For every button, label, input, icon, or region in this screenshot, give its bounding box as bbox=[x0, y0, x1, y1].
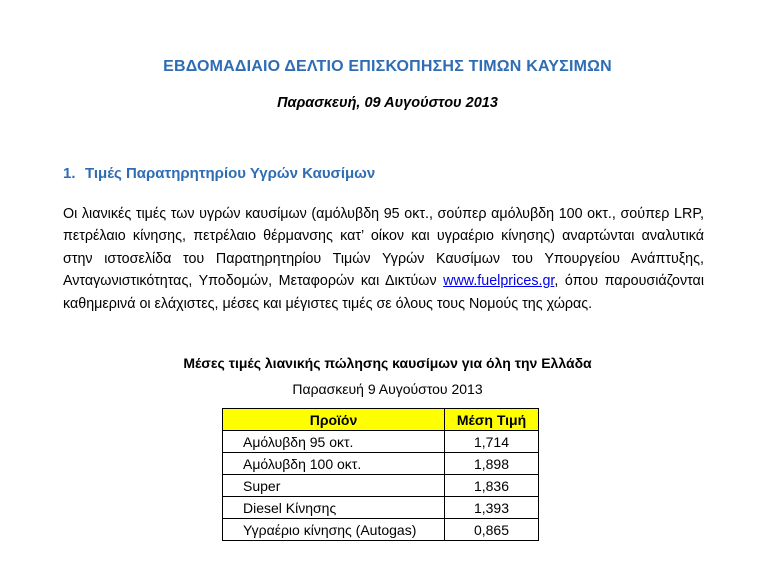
table-row bbox=[223, 431, 539, 453]
product-name: Υγραέριο κίνησης (Autogas) bbox=[223, 519, 445, 541]
section-number: 1. bbox=[63, 165, 76, 182]
table-subtitle: Παρασκευή 9 Αυγούστου 2013 bbox=[292, 381, 483, 397]
product-price: 1,836 bbox=[445, 475, 539, 497]
document-title: ΕΒΔΟΜΑΔΙΑΙΟ ΔΕΛΤΙΟ ΕΠΙΣΚΟΠΗΣΗΣ ΤΙΜΩΝ ΚΑΥΣΙΜΩΝ bbox=[163, 58, 612, 75]
section-heading bbox=[63, 165, 375, 182]
section-heading-text: Τιμές Παρατηρητηρίου Υγρών Καυσίμων bbox=[85, 165, 376, 182]
table-row bbox=[223, 497, 539, 519]
section-paragraph bbox=[63, 203, 704, 315]
document-date: Παρασκευή, 09 Αυγούστου 2013 bbox=[277, 95, 498, 111]
header-product: Προϊόν bbox=[223, 409, 445, 431]
product-name: Αμόλυβδη 100 οκτ. bbox=[223, 453, 445, 475]
table-header-row bbox=[223, 409, 539, 431]
product-price: 0,865 bbox=[445, 519, 539, 541]
table-title: Μέσες τιμές λιανικής πώλησης καυσίμων για όλη την Ελλάδα bbox=[183, 355, 592, 371]
product-name: Diesel Κίνησης bbox=[223, 497, 445, 519]
paragraph-text-start: Οι λιανικές τιμές των υγρών καυσίμων (αμόλυβδη 95 οκτ., σούπερ αμόλυβδη 100 οκτ., σούπερ LRP, πετρέλαιο κίνησης, πετρέλαιο θέρμανσης κατ’ οίκον και υγραέριο κίνησης) αναρτώνται αναλυτικά στην ιστοσελίδα του Παρατηρητηρίου Τιμών Υγρών Καυσίμων του Υπουργείου Ανάπτυξης, Ανταγωνιστικότητας, Υποδομών, Μεταφορών και Δικτύων bbox=[63, 206, 704, 290]
table-row bbox=[223, 519, 539, 541]
paragraph-text-end: , όπου παρουσιάζονται καθημερινά οι ελάχιστες, μέσες και μέγιστες τιμές σε όλους τους Νομούς της χώρας. bbox=[63, 273, 704, 312]
product-price: 1,714 bbox=[445, 431, 539, 453]
product-name: Αμόλυβδη 95 οκτ. bbox=[223, 431, 445, 453]
fuelprices-link[interactable]: www.fuelprices.gr bbox=[443, 273, 555, 290]
table-row bbox=[223, 453, 539, 475]
header-price: Μέση Τιμή bbox=[445, 409, 539, 431]
product-name: Super bbox=[223, 475, 445, 497]
product-price: 1,898 bbox=[445, 453, 539, 475]
product-price: 1,393 bbox=[445, 497, 539, 519]
table-row bbox=[223, 475, 539, 497]
fuel-prices-table bbox=[222, 408, 539, 541]
